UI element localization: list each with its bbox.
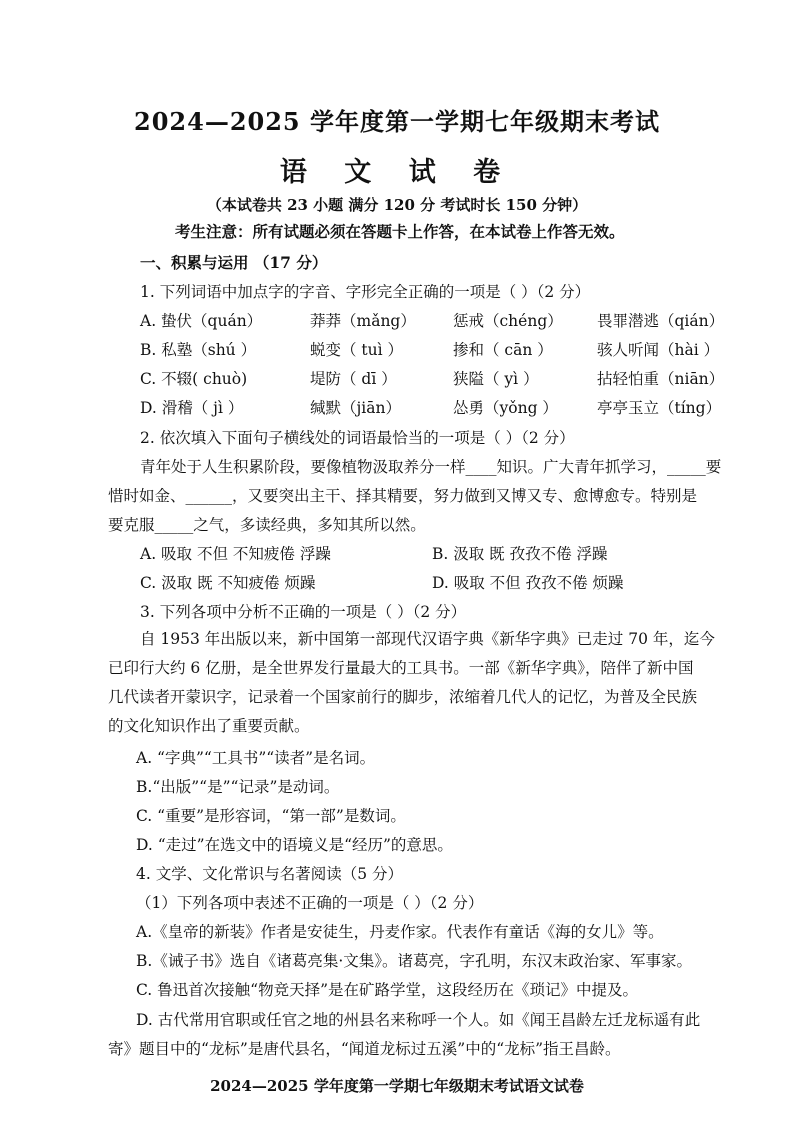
q1-row-b-1: B. 私塾（shú ） [140,341,257,359]
q4-option-b: B.《诫子书》选自《诸葛亮集·文集》。诸葛亮，字孔明，东汉末政治家、军事家。 [136,952,692,970]
q1-row-d-4: 亭亭玉立（tíng） [597,399,722,417]
exam-info: （本试卷共 23 小题 满分 120 分 考试时长 150 分钟） [206,196,588,214]
q3-option-b: B.“出版”“是”“记录”是动词。 [136,778,340,796]
q1-row-b-4: 骇人听闻（hài ） [597,341,720,359]
q1-row-a-2: 莽莽（mǎng） [310,312,416,330]
q3-passage-line-2: 已印行大约 6 亿册，是全世界发行量最大的工具书。一部《新华字典》，陪伴了新中国 [108,659,694,677]
q1-row-d-2: 缄默（jiān） [310,399,401,417]
q1-row-d-3: 怂勇（yǒng ） [453,399,558,417]
question-3-stem: 3. 下列各项中分析不正确的一项是（ ）（2 分） [140,603,467,621]
q4-option-d-line-2: 寄》题目中的“龙标”是唐代县名，“闻道龙标过五溪”中的“龙标”指王昌龄。 [108,1040,621,1058]
q4-option-d-line-1: D. 古代常用官职或任官之地的州县名来称呼一个人。如《闻王昌龄左迁龙标遥有此 [136,1011,701,1029]
q1-row-b-3: 掺和（ cān ） [453,341,553,359]
question-1-stem: 1. 下列词语中加点字的字音、字形完全正确的一项是（ ）（2 分） [140,283,591,301]
q1-row-d-1: D. 滑稽（ jì ） [140,399,244,417]
q1-row-c-3: 狭隘（ yì ） [453,370,539,388]
q4-sub-question-1: （1）下列各项中表述不正确的一项是（ ）（2 分） [136,894,484,912]
q1-row-c-4: 拈轻怕重（niān） [597,370,725,388]
exam-title: 2024—2025 学年度第一学期七年级期末考试 [134,107,660,136]
q2-passage-line-1: 青年处于人生积累阶段，要像植物汲取养分一样____知识。广大青年抓学习，_____要 [140,458,722,476]
q3-passage-line-3: 几代读者开蒙识字，记录着一个国家前行的脚步，浓缩着几代人的记忆，为普及全民族 [108,688,698,706]
q1-row-a-4: 畏罪潜逃（qián） [597,312,725,330]
q2-option-a: A. 吸取 不但 不知疲倦 浮躁 [140,545,331,563]
q3-option-d: D. “走过”在选文中的语境义是“经历”的意思。 [136,836,453,854]
q4-option-c: C. 鲁迅首次接触“物竞天择”是在矿路学堂，这段经历在《琐记》中提及。 [136,981,639,999]
exam-subtitle: 语 文 试 卷 [279,157,515,188]
q4-option-a: A.《皇帝的新装》作者是安徒生，丹麦作家。代表作有童话《海的女儿》等。 [136,923,664,941]
section-heading: 一、积累与运用 （17 分） [140,253,328,272]
q3-option-a: A. “字典”“工具书”“读者”是名词。 [136,749,376,767]
exam-notice: 考生注意：所有试题必须在答题卡上作答，在本试卷上作答无效。 [175,222,625,241]
q2-passage-line-3: 要克服_____之气，多读经典，多知其所以然。 [108,516,426,534]
q1-row-a-1: A. 蛰伏（quán） [140,312,263,330]
q2-passage-line-2: 惜时如金、______，又要突出主干、择其精要，努力做到又博又专、愈博愈专。特别是 [108,487,698,505]
q1-row-c-1: C. 不辍( chuò) [140,370,248,388]
q2-option-b: B. 汲取 既 孜孜不倦 浮躁 [432,545,608,563]
page-footer: 2024—2025 学年度第一学期七年级期末考试语文试卷 [210,1077,584,1095]
q3-passage-line-1: 自 1953 年出版以来，新中国第一部现代汉语字典《新华字典》已走过 70 年，迄今 [140,630,715,648]
question-2-stem: 2. 依次填入下面句子横线处的词语最恰当的一项是（ ）（2 分） [140,429,575,447]
q2-option-d: D. 吸取 不但 孜孜不倦 烦躁 [432,574,624,592]
q3-passage-line-4: 的文化知识作出了重要贡献。 [108,717,310,735]
q1-row-b-2: 蜕变（ tuì ） [310,341,404,359]
q3-option-c: C. “重要”是形容词，“第一部”是数词。 [136,807,406,825]
q1-row-c-2: 堤防（ dī ） [310,370,397,388]
q1-row-a-3: 惩戒（chéng） [453,312,563,330]
question-4-stem: 4. 文学、文化常识与名著阅读（5 分） [136,865,404,883]
q2-option-c: C. 汲取 既 不知疲倦 烦躁 [140,574,316,592]
